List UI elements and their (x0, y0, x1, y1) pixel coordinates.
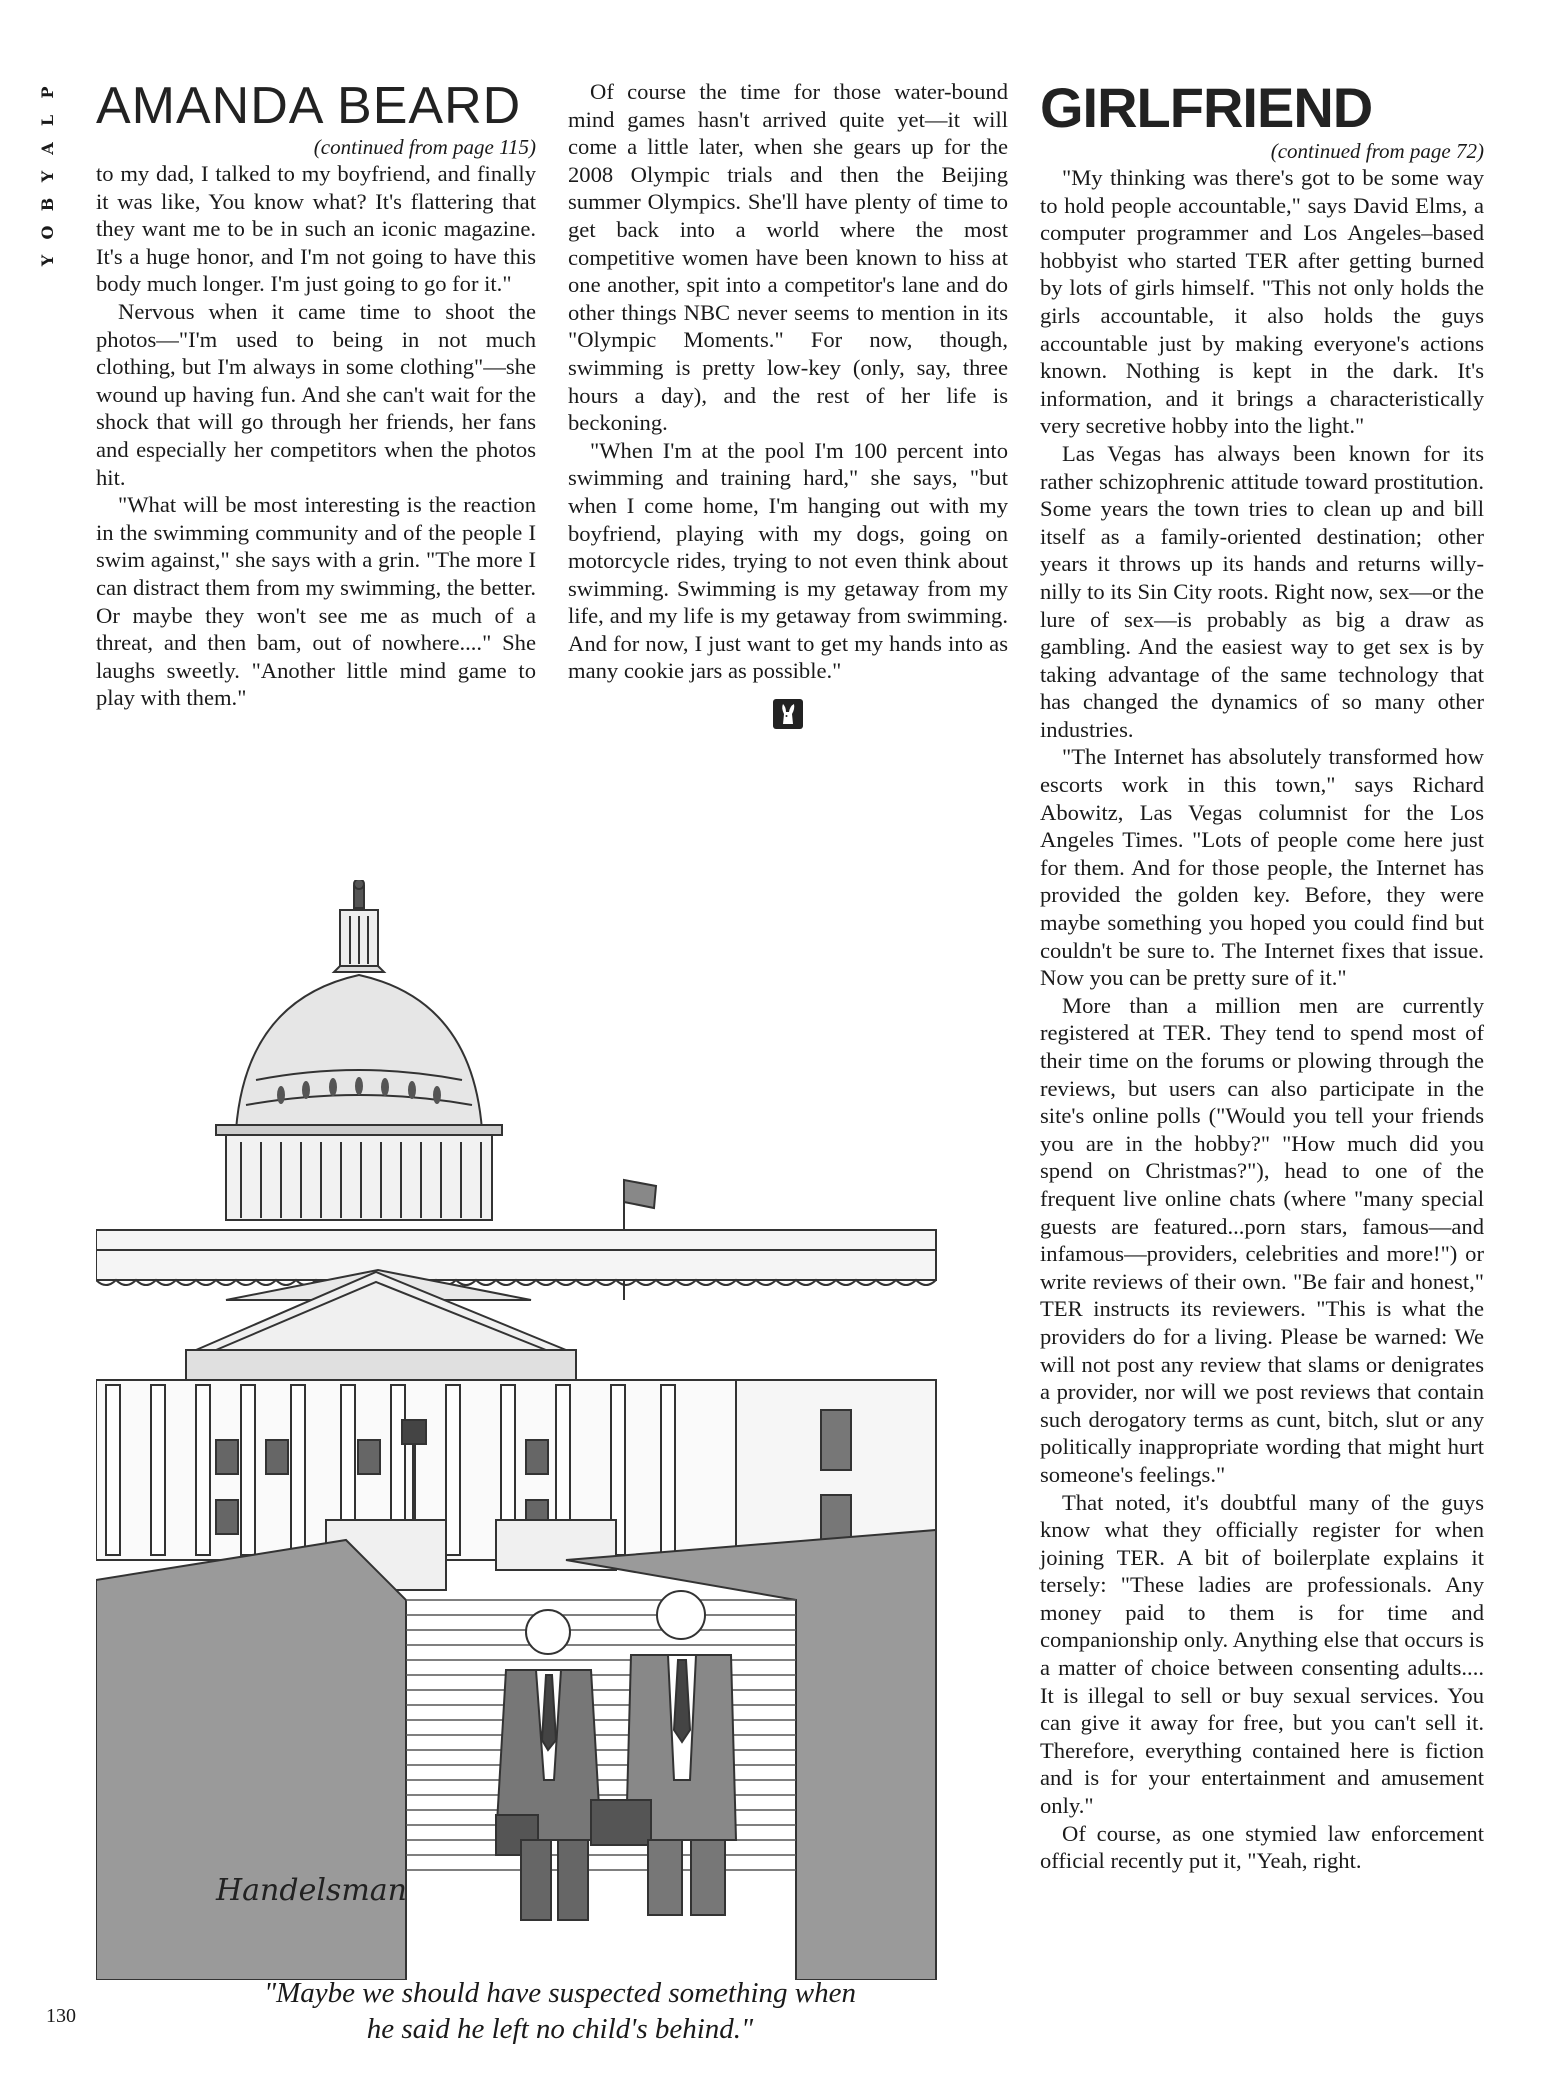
article2-paragraph: Las Vegas has always been known for its rather schizophrenic attitude toward prostitution. Some years the town tries to clean up and bill itself as a family-oriented destination; other years it throws up its hands and returns willy-nilly to its Sin City roots. Right now, sex—or the lure of sex—is probably as big a draw as gambling. And the easiest way to get sex is by taking advantage of the same technology that has changed the dynamics of so many other industries. (1040, 440, 1484, 742)
capitol-cartoon-drawing (96, 880, 1016, 1980)
article1-paragraph: to my dad, I talked to my boyfriend, and finally it was like, You know what? It's flattering that they want me to be in such an iconic magazine. It's a huge honor, and I'm not going to have this body much longer. I'm just going to go for it." (96, 161, 536, 297)
cartoon-signature: Handelsman (216, 1873, 407, 1908)
magazine-sidebar (38, 78, 58, 318)
sidebar-letter: Y (38, 253, 57, 267)
sidebar-letter: A (38, 141, 57, 155)
article1-paragraph: Nervous when it came time to shoot the photos—"I'm used to being in not much clothing, but I'm always in some clothing"—she wound up having fun. And she can't wait for the shock that will go through her friends, her fans and especially her competitors when the photos hit. (96, 298, 536, 490)
page-number: 130 (46, 2005, 76, 2027)
caption-line: he said he left no child's behind." (366, 2013, 754, 2045)
article1-continued-note: (continued from page 115) (313, 135, 536, 159)
article2-title: GIRLFRIEND (1040, 76, 1373, 139)
article2-paragraph: "The Internet has absolutely transformed how escorts work in this town," says Richard Abowitz, Las Vegas columnist for the Los Angeles Times. "Lots of people come here just for them. And for those people, the Internet has provided the golden key. Before, they were maybe something you hoped you could find but couldn't be sure to. The Internet fixes that issue. Now you can be pretty sure of it." (1040, 744, 1484, 991)
article2-continued-note: (continued from page 72) (1270, 139, 1484, 163)
sidebar-letter: P (38, 85, 57, 99)
article2-paragraph: That noted, it's doubtful many of the guys know what they officially register for when joining TER. A bit of boilerplate explains it tersely: "These ladies are professionals. Any money paid to them is for time and companionship only. Anything else that occurs is a matter of choice between consenting adults.... It is illegal to sell or buy sexual services. You can give it away for free, but you can't sell it. Therefore, everything contained here is fiction and is for your entertainment and amusement only." (1040, 1489, 1484, 1819)
article2-paragraph: Of course, as one stymied law enforcement official recently put it, "Yeah, right. (1040, 1820, 1484, 1874)
article2-paragraph: "My thinking was there's got to be some way to hold people accountable," says David Elms, a computer programmer and Los Angeles–based hobbyist who started TER after getting burned by lots of girls himself. "This not only holds the girls accountable, it also holds the guys accountable just by making everyone's actions known. Nothing is kept in the dark. It's information, and it brings a characteristically very secretive hobby into the light." (1040, 165, 1484, 439)
article1-paragraph: "What will be most interesting is the reaction in the swimming community and of the people I swim against," she says with a grin. "The more I can distract them from my swimming, the better. Or maybe they won't see me as much of a threat, and then bam, out of nowhere...." She laughs sweetly. "Another little mind game to play with them." (96, 492, 536, 711)
sidebar-letter: L (38, 113, 57, 127)
bunny-end-mark-icon (773, 699, 803, 729)
sidebar-letter: B (38, 196, 57, 212)
article2-paragraph: More than a million men are currently registered at TER. They tend to spend most of their time on the forums or plowing through the reviews, but users can also participate in the site's online polls ("Would you tell your friends you are in the hobby?" "How much did you spend on Christmas?"), head to one of the frequent live online chats (where "many special guests are featured...porn stars, famous—and infamous—providers, celebrities and more!") or write reviews of their own. "Be fair and honest," TER instructs its reviewers. "This is what the providers do for a living. Please be warned: We will not post any review that slams or denigrates a provider, nor will we post reviews that contain such derogatory terms as cunt, bitch, slut or any politically inappropriate wording that might hurt someone's feelings." (1040, 992, 1484, 1487)
article1-paragraph: Of course the time for those water-bound mind games hasn't arrived quite yet—it will come a little later, when she gears up for the 2008 Olympic trials and then the Beijing summer Olympics. She'll have plenty of time to get back into a world where the most competitive women have been known to hiss at one another, spit into a competitor's lane and do other things NBC never seems to mention in its "Olympic Moments." For now, though, swimming is pretty low-key (only, say, three hours a day), and the rest of her life is beckoning. (568, 79, 1008, 436)
sidebar-letter: O (38, 224, 57, 240)
caption-line: "Maybe we should have suspected something when (263, 1977, 857, 2009)
cartoon-caption (150, 1975, 970, 2047)
article1-column2 (568, 78, 1008, 729)
article1-paragraph: "When I'm at the pool I'm 100 percent into swimming and training hard," she says, "but when I come home, I'm hanging out with my boyfriend, playing with my dogs, going on motorcycle rides, trying to not even think about swimming. Swimming is my getaway from my life, and my life is my getaway from swimming. And for now, I just want to get my hands into as many cookie jars as possible." (568, 437, 1008, 684)
sidebar-letter: Y (38, 169, 57, 183)
cartoon-illustration (96, 880, 1016, 1980)
article1-title: AMANDA BEARD (96, 77, 522, 135)
article1-column1 (96, 78, 536, 712)
article2-column (1040, 78, 1484, 1875)
